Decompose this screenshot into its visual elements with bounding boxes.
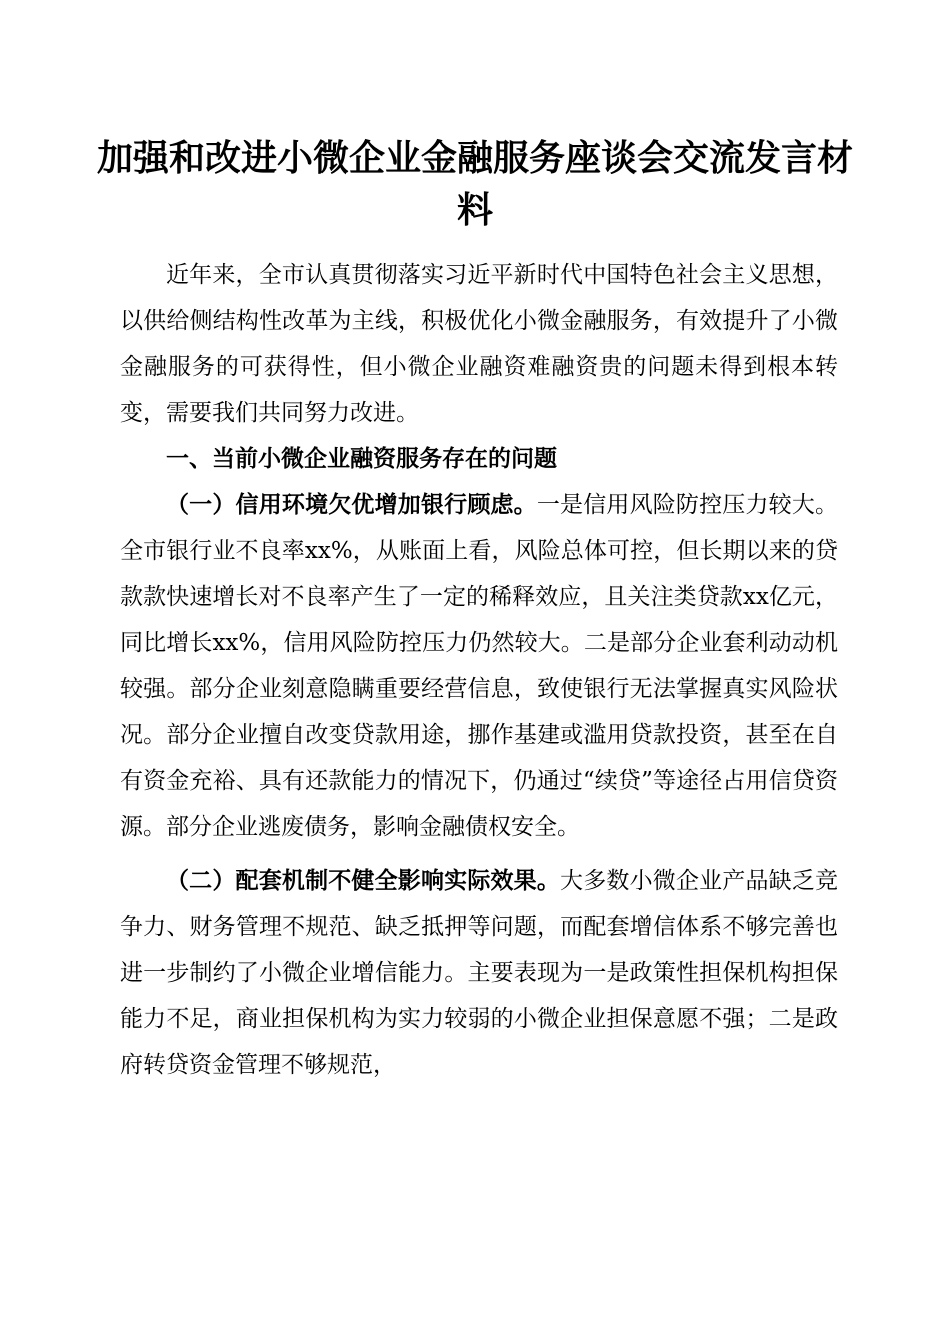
subsection-paragraph-1 [120, 482, 838, 850]
section-heading: 一、当前小微企业融资服务存在的问题 [166, 446, 557, 472]
document-title: 加强和改进小微企业金融服务座谈会交流发言材料 [96, 137, 853, 231]
subsection-lead-2: （二）配套机制不健全影响实际效果。 [166, 867, 561, 894]
subsection-paragraph-2 [120, 858, 838, 1088]
subsection-text-1: 一是信用风险防控压力较大。全市银行业不良率xx%，从账面上看，风险总体可控，但长期以来的贷款款快速增长对不良率产生了一定的稀释效应，且关注类贷款xx亿元，同比增长xx%，信用风险防控压力仍然较大。二是部分企业套利动动机较强。部分企业刻意隐瞒重要经营信息，致使银行无法掌握真实风险状况。部分企业擅自改变贷款用途，挪作基建或滥用贷款投资，甚至在自有资金充裕、具有还款能力的情况下，仍通过“续贷”等途径占用信贷资源。部分企业逃废债务，影响金融债权安全。 [120, 492, 839, 840]
subsection-lead-1: （一）信用环境欠优增加银行顾虑。 [166, 491, 537, 518]
document-body [120, 252, 838, 1088]
subsection-text-2: 大多数小微企业产品缺乏竞争力、财务管理不规范、缺乏抵押等问题，而配套增信体系不够完善也进一步制约了小微企业增信能力。主要表现为一是政策性担保机构担保能力不足，商业担保机构为实力较弱的小微企业担保意愿不强；二是政府转贷资金管理不够规范， [120, 868, 839, 1078]
intro-paragraph: 近年来，全市认真贯彻落实习近平新时代中国特色社会主义思想，以供给侧结构性改革为主线，积极优化小微金融服务，有效提升了小微金融服务的可获得性，但小微企业融资难融资贵的问题未得到根本转变，需要我们共同努力改进。 [120, 262, 838, 426]
